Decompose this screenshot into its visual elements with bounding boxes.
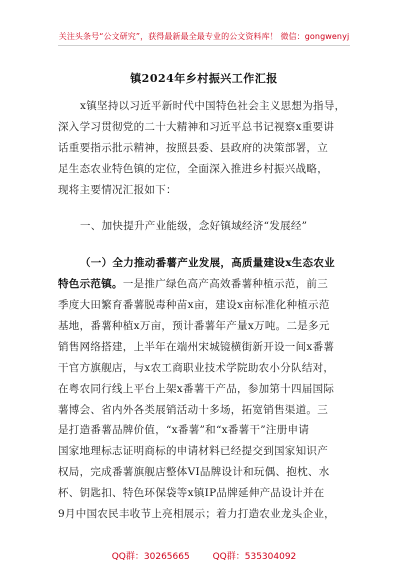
intro-line: 深入学习贯彻党的二十大精神和习近平总书记视察x重要讲 <box>58 120 335 133</box>
body-line: 薯博会、省内外各类展销活动十多场，拓宽销售渠道。三 <box>58 403 328 416</box>
body-line: 基地，番薯种植x万亩，预计番薯年产量x万吨。二是多元 <box>58 320 330 333</box>
body-line: 季度大田繁育番薯脱毒种苗x亩，建设x亩标准化种植示范 <box>58 299 330 312</box>
body-text: 一是推广绿色高产高效番薯种植示范，前三 <box>122 278 329 291</box>
body-line: 销售网络搭建，上半年在端州宋城镜横街新开设一间x番薯 <box>58 340 335 353</box>
intro-line: x镇坚持以习近平新时代中国特色社会主义思想为指导， <box>80 100 346 112</box>
subsection-heading: （一）全力推动番薯产业发展，高质量建设x生态农业 <box>80 257 335 270</box>
body-line: 9月中国农民丰收节上亮相展示；着力打造农业龙头企业， <box>58 508 335 521</box>
header-banner: 关注头条号“公文研究”，获得最新最全最专业的公文资料库！ 微信：gongwenyj <box>58 32 350 41</box>
body-line: 在粤农同行线上平台上架x番薯干产品，参加第十四届国际 <box>58 382 335 395</box>
body-line: 是打造番薯品牌价值，“x番薯”和“x番薯干”注册申请 <box>58 424 310 437</box>
paragraph-gap <box>58 237 350 253</box>
body-line <box>58 274 350 295</box>
document-body <box>58 96 350 525</box>
document-title: 镇2024年乡村振兴工作汇报 <box>130 72 278 85</box>
paragraph-gap <box>58 200 350 216</box>
footer-contacts <box>0 549 408 562</box>
intro-line: 现将主要情况汇报如下： <box>58 183 177 196</box>
body-line: 国家地理标志证明商标的申请材料已经提交到国家知识产 <box>58 445 328 458</box>
section-heading: 一、加快提升产业能级，念好镇域经济“发展经” <box>80 220 308 233</box>
footer-qq-group-2: QQ群：535304092 <box>212 552 297 562</box>
body-line: 权局，完成番薯旗舰店整体VI品牌设计和玩偶、抱枕、水 <box>58 466 330 479</box>
footer-qq-group-1: QQ群：30265665 <box>111 552 190 562</box>
intro-line: 话重要指示批示精神，按照县委、县政府的决策部署，立 <box>58 141 328 154</box>
body-line: 干官方旗舰店，与x农工商职业技术学院助农小分队结对， <box>58 361 335 374</box>
header-divider <box>58 45 350 46</box>
subsection-heading-end: 特色示范镇。 <box>58 278 123 291</box>
body-line: 杯、钥匙扣、特色环保袋等x镇IP品牌延伸产品设计并在 <box>58 487 325 500</box>
intro-line: 足生态农业特色镇的定位，全面深入推进乡村振兴战略， <box>58 162 328 175</box>
